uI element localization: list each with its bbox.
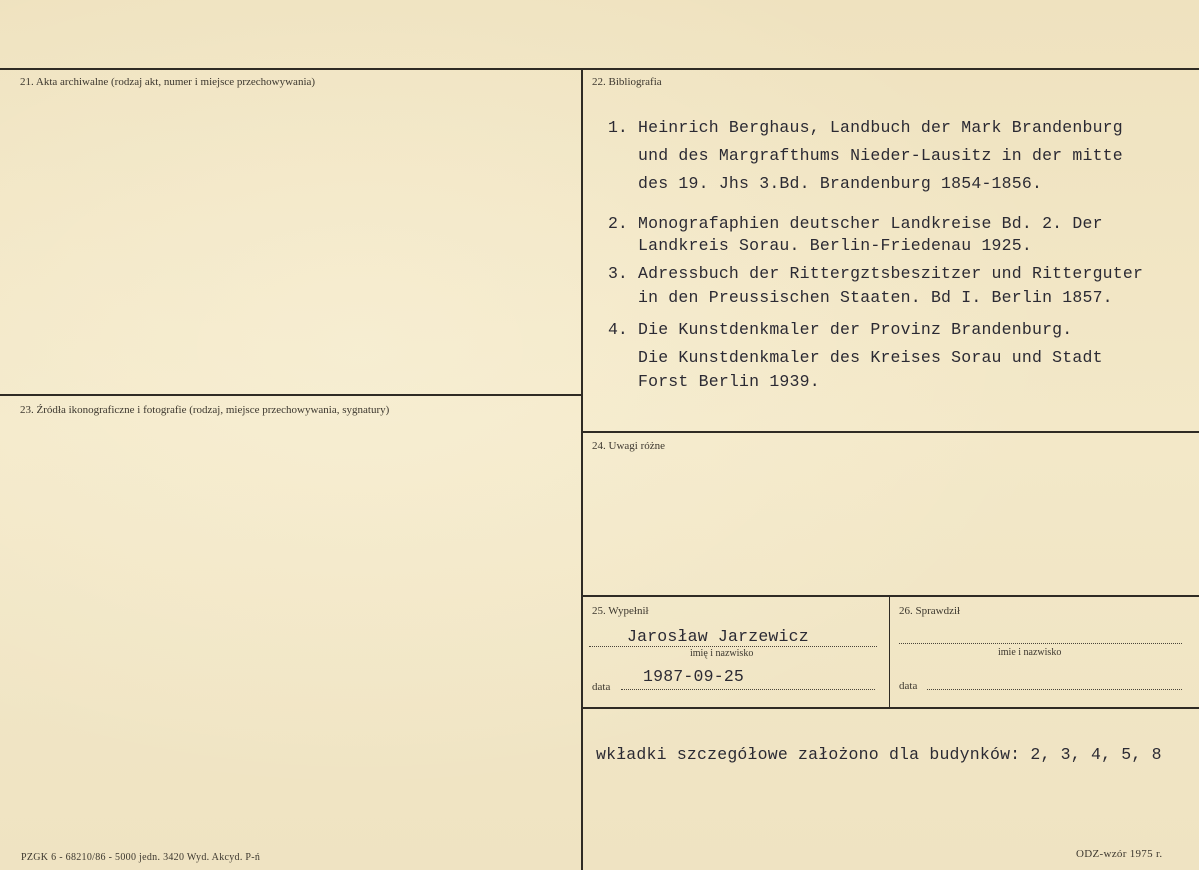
bibliography-line: des 19. Jhs 3.Bd. Brandenburg 1854-1856.	[638, 174, 1043, 193]
checked-by-date-label: data	[899, 680, 918, 692]
bibliography-number: 1.	[608, 118, 628, 137]
divider-21-23	[0, 394, 581, 396]
divider-22-24	[583, 431, 1199, 433]
bibliography-line: Adressbuch der Rittergztsbeszitzer und Ritterguter	[638, 264, 1144, 283]
section-26-label: 26. Sprawdził	[899, 605, 961, 617]
divider-24-25	[583, 595, 1199, 597]
section-25-label: 25. Wypełnił	[592, 605, 649, 617]
filled-by-date: 1987-09-25	[643, 667, 745, 686]
print-imprint: PZGK 6 - 68210/86 - 5000 jedn. 3420 Wyd. Akcyd. P-ń	[21, 852, 261, 863]
center-divider	[581, 69, 583, 870]
bibliography-number: 3.	[608, 264, 628, 283]
section-22-label: 22. Bibliografia	[592, 76, 662, 88]
bibliography-line: Landkreis Sorau. Berlin-Friedenau 1925.	[638, 236, 1032, 255]
divider-25-26	[889, 596, 890, 708]
section-23-label: 23. Źródła ikonograficzne i fotografie (rodzaj, miejsce przechowywania, sygnatury)	[20, 404, 390, 416]
filled-by-name-line	[589, 646, 877, 647]
form-model-note: ODZ-wzór 1975 r.	[1076, 848, 1163, 860]
section-21-label: 21. Akta archiwalne (rodzaj akt, numer i miejsce przechowywania)	[20, 76, 316, 88]
filled-by-date-label: data	[592, 681, 611, 693]
filled-by-name-caption: imię i nazwisko	[690, 648, 754, 659]
bibliography-line: Die Kunstdenkmaler der Provinz Brandenburg.	[638, 320, 1073, 339]
filled-by-name: Jarosław Jarzewicz	[627, 627, 809, 646]
bibliography-number: 4.	[608, 320, 628, 339]
bibliography-line: Heinrich Berghaus, Landbuch der Mark Brandenburg	[638, 118, 1123, 137]
bibliography-line: in den Preussischen Staaten. Bd I. Berlin 1857.	[638, 288, 1113, 307]
checked-by-name-line	[899, 643, 1182, 644]
bibliography-number: 2.	[608, 214, 628, 233]
filled-by-date-line	[621, 689, 875, 690]
bibliography-line: Monografaphien deutscher Landkreise Bd. 2. Der	[638, 214, 1103, 233]
checked-by-name-caption: imie i nazwisko	[998, 647, 1062, 658]
top-rule	[0, 68, 1199, 70]
bibliography-line: Die Kunstdenkmaler des Kreises Sorau und Stadt	[638, 348, 1103, 367]
divider-25-note	[583, 707, 1199, 709]
checked-by-date-line	[927, 689, 1182, 690]
bibliography-line: und des Margrafthums Nieder-Lausitz in der mitte	[638, 146, 1123, 165]
section-24-label: 24. Uwagi różne	[592, 440, 666, 452]
detail-inserts-note: wkładki szczegółowe założono dla budynków: 2, 3, 4, 5, 8	[596, 745, 1162, 764]
bibliography-line: Forst Berlin 1939.	[638, 372, 820, 391]
